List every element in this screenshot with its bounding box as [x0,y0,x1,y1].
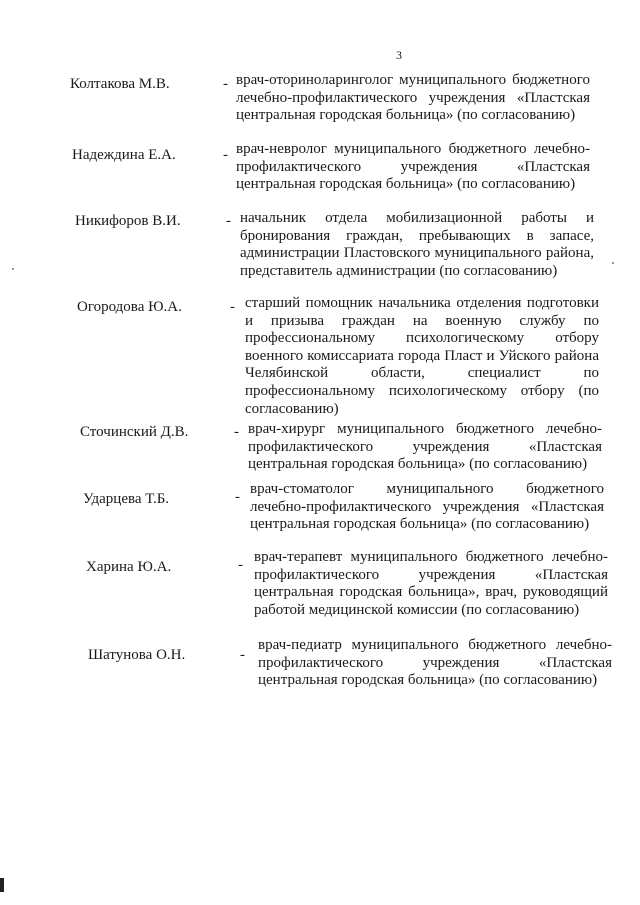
member-name: Харина Ю.А. [86,559,172,575]
member-name: Шатунова О.Н. [88,647,186,663]
member-description: врач-невролог муниципального бюджетного лечебно-профилактического учреждения «Пластская центральная городская больница» (по согласованию) [236,141,590,193]
list-dash: - [234,424,239,440]
list-dash: - [223,147,228,163]
scan-speck [12,268,14,270]
member-description: начальник отдела мобилизационной работы и бронирования граждан, пребывающих в запасе, администрации Пластовского муниципального района, представитель администрации (по согласованию) [240,210,594,279]
member-name: Огородова Ю.А. [77,299,182,315]
member-name: Сточинский Д.В. [80,424,189,440]
list-dash: - [240,647,245,663]
member-description: врач-стоматолог муниципального бюджетного лечебно-профилактического учреждения «Пластская центральная городская больница» (по согласованию) [250,481,604,533]
member-description: врач-хирург муниципального бюджетного лечебно-профилактического учреждения «Пластская центральная городская больница» (по согласованию) [248,421,602,473]
list-dash: - [226,213,231,229]
member-name: Надеждина Е.А. [72,147,176,163]
member-description: врач-оториноларинголог муниципального бюджетного лечебно-профилактического учреждения «Пластская центральная городская больница» (по согласованию) [236,72,590,124]
member-name: Никифоров В.И. [75,213,181,229]
member-name: Ударцева Т.Б. [83,491,170,507]
member-name: Колтакова М.В. [70,76,170,92]
list-dash: - [238,557,243,573]
list-dash: - [223,76,228,92]
list-dash: - [230,299,235,315]
scan-edge-mark [0,878,4,892]
member-description: старший помощник начальника отделения подготовки и призыва граждан на военную службу по профессиональному психологическому отбору военного комиссариата города Пласт и Уйского района Челябинской области, специалист по профессиональному психологическому отбору (по согласованию) [245,295,599,417]
list-dash: - [235,489,240,505]
page-number: 3 [396,48,402,62]
member-description: врач-терапевт муниципального бюджетного лечебно-профилактического учреждения «Пластская центральная городская больница», врач, руководящий работой медицинской комиссии (по согласованию) [254,549,608,618]
member-description: врач-педиатр муниципального бюджетного лечебно-профилактического учреждения «Пластская центральная городская больница» (по согласованию) [258,637,612,689]
scan-speck [612,262,614,264]
